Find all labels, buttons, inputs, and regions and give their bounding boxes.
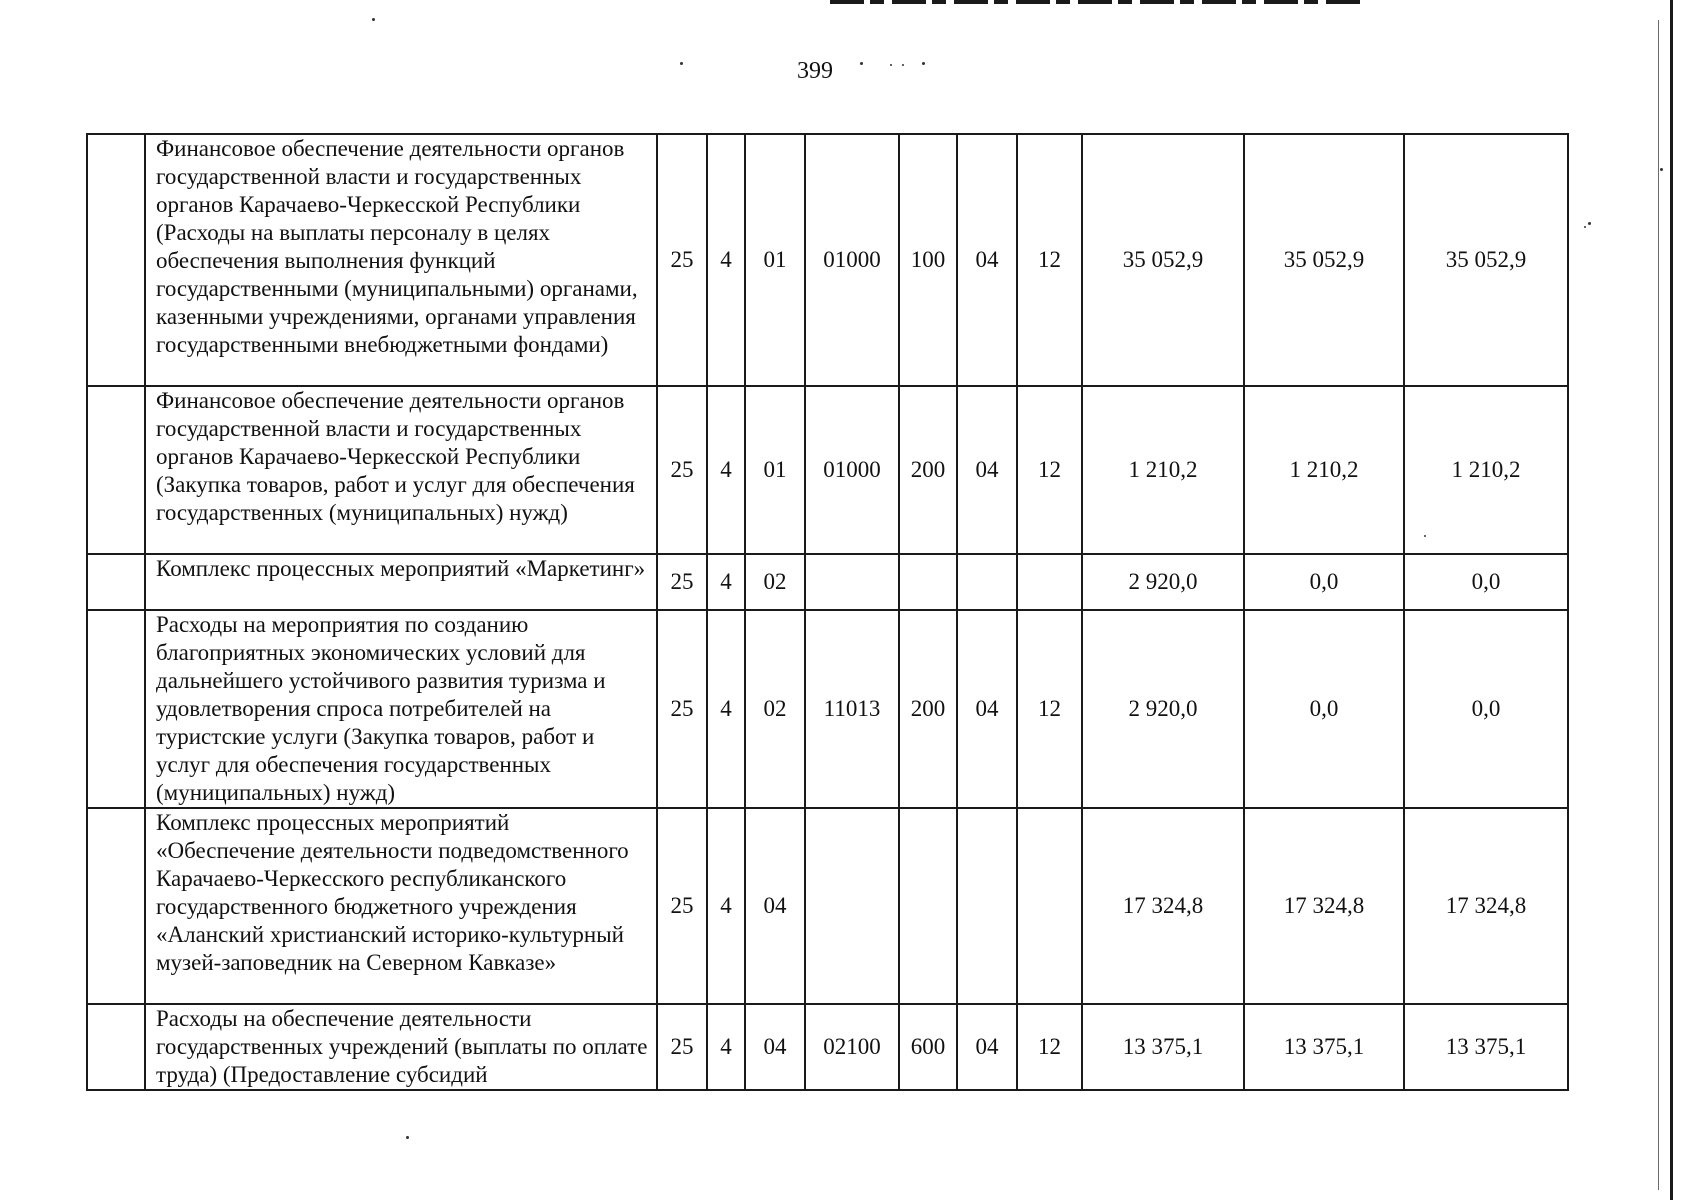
row-name-cell: Комплекс процессных мероприятий «Обеспечение деятельности подведомственного Карачаево-Черкесского республиканского государственного бюджетного учреждения «Аланский христианский историко-культурный музей-заповедник на Северном Кавказе» bbox=[145, 808, 657, 1004]
direction-code-cell bbox=[805, 554, 899, 610]
subsection-code-cell: 12 bbox=[1017, 134, 1082, 386]
table-row bbox=[87, 610, 1568, 808]
section-code-cell bbox=[957, 808, 1017, 1004]
section-code-cell: 04 bbox=[957, 1004, 1017, 1090]
amount-year3-cell: 35 052,9 bbox=[1404, 134, 1568, 386]
amount-year1-cell: 35 052,9 bbox=[1082, 134, 1244, 386]
top-edge-rule bbox=[830, 0, 1360, 4]
scan-speck bbox=[902, 64, 904, 66]
section-code-cell: 04 bbox=[957, 610, 1017, 808]
scan-right-border bbox=[1670, 0, 1673, 1200]
program-code-cell: 4 bbox=[707, 1004, 745, 1090]
section-code-cell: 04 bbox=[957, 134, 1017, 386]
scan-speck bbox=[860, 62, 863, 65]
row-number-cell bbox=[87, 134, 145, 386]
amount-year1-cell: 2 920,0 bbox=[1082, 610, 1244, 808]
row-name-cell: Финансовое обеспечение деятельности органов государственной власти и государственных органов Карачаево-Черкесской Республики (Расходы на выплаты персоналу в целях обеспечения выполнения функций государственными (муниципальными) органами, казенными учреждениями, органами управления государственными внебюджетными фондами) bbox=[145, 134, 657, 386]
expense-type-cell: 200 bbox=[899, 386, 957, 554]
expense-type-cell bbox=[899, 554, 957, 610]
amount-year1-cell: 13 375,1 bbox=[1082, 1004, 1244, 1090]
ministry-code-cell: 25 bbox=[657, 554, 707, 610]
expense-type-cell: 600 bbox=[899, 1004, 957, 1090]
page-number: 399 bbox=[797, 58, 833, 84]
program-code-cell: 4 bbox=[707, 610, 745, 808]
amount-year3-cell: 0,0 bbox=[1404, 610, 1568, 808]
scan-speck bbox=[680, 62, 683, 65]
section-code-cell: 04 bbox=[957, 386, 1017, 554]
subprogram-code-cell: 01 bbox=[745, 386, 805, 554]
amount-year2-cell: 35 052,9 bbox=[1244, 134, 1404, 386]
ministry-code-cell: 25 bbox=[657, 386, 707, 554]
amount-year1-cell: 2 920,0 bbox=[1082, 554, 1244, 610]
amount-year1-cell: 17 324,8 bbox=[1082, 808, 1244, 1004]
table-row bbox=[87, 554, 1568, 610]
amount-year2-cell: 0,0 bbox=[1244, 554, 1404, 610]
row-number-cell bbox=[87, 1004, 145, 1090]
program-code-cell: 4 bbox=[707, 134, 745, 386]
row-number-cell bbox=[87, 610, 145, 808]
direction-code-cell bbox=[805, 808, 899, 1004]
table-row bbox=[87, 808, 1568, 1004]
subprogram-code-cell: 04 bbox=[745, 808, 805, 1004]
table-row bbox=[87, 1004, 1568, 1090]
program-code-cell: 4 bbox=[707, 386, 745, 554]
table-row bbox=[87, 386, 1568, 554]
subprogram-code-cell: 02 bbox=[745, 554, 805, 610]
expense-type-cell: 100 bbox=[899, 134, 957, 386]
program-code-cell: 4 bbox=[707, 554, 745, 610]
budget-table bbox=[86, 133, 1569, 1091]
expense-type-cell: 200 bbox=[899, 610, 957, 808]
amount-year2-cell: 17 324,8 bbox=[1244, 808, 1404, 1004]
amount-year3-cell: 0,0 bbox=[1404, 554, 1568, 610]
subprogram-code-cell: 04 bbox=[745, 1004, 805, 1090]
row-name-cell: Расходы на мероприятия по созданию благоприятных экономических условий для дальнейшего устойчивого развития туризма и удовлетворения спроса потребителей на туристские услуги (Закупка товаров, работ и услуг для обеспечения государственных (муниципальных) нужд) bbox=[145, 610, 657, 808]
direction-code-cell: 01000 bbox=[805, 134, 899, 386]
row-name-cell: Комплекс процессных мероприятий «Маркетинг» bbox=[145, 554, 657, 610]
subsection-code-cell: 12 bbox=[1017, 386, 1082, 554]
subsection-code-cell: 12 bbox=[1017, 610, 1082, 808]
scan-speck bbox=[406, 1136, 409, 1139]
scan-speck bbox=[922, 62, 925, 65]
row-number-cell bbox=[87, 808, 145, 1004]
row-number-cell bbox=[87, 386, 145, 554]
amount-year1-cell: 1 210,2 bbox=[1082, 386, 1244, 554]
program-code-cell: 4 bbox=[707, 808, 745, 1004]
ministry-code-cell: 25 bbox=[657, 610, 707, 808]
direction-code-cell: 02100 bbox=[805, 1004, 899, 1090]
direction-code-cell: 01000 bbox=[805, 386, 899, 554]
amount-year2-cell: 1 210,2 bbox=[1244, 386, 1404, 554]
subsection-code-cell bbox=[1017, 808, 1082, 1004]
scan-speck bbox=[890, 64, 892, 66]
amount-year3-cell: 17 324,8 bbox=[1404, 808, 1568, 1004]
subprogram-code-cell: 02 bbox=[745, 610, 805, 808]
section-code-cell bbox=[957, 554, 1017, 610]
subsection-code-cell bbox=[1017, 554, 1082, 610]
row-name-cell: Финансовое обеспечение деятельности органов государственной власти и государственных органов Карачаево-Черкесской Республики (Закупка товаров, работ и услуг для обеспечения государственных (муниципальных) нужд) bbox=[145, 386, 657, 554]
expense-type-cell bbox=[899, 808, 957, 1004]
amount-year2-cell: 0,0 bbox=[1244, 610, 1404, 808]
amount-year2-cell: 13 375,1 bbox=[1244, 1004, 1404, 1090]
table-row bbox=[87, 134, 1568, 386]
amount-year3-cell: 1 210,2 bbox=[1404, 386, 1568, 554]
scan-right-border-faint bbox=[1658, 20, 1659, 1190]
subsection-code-cell: 12 bbox=[1017, 1004, 1082, 1090]
scan-speck bbox=[372, 18, 375, 21]
scan-speck bbox=[1584, 226, 1586, 228]
ministry-code-cell: 25 bbox=[657, 134, 707, 386]
scan-speck bbox=[1588, 222, 1591, 225]
scan-speck bbox=[1660, 168, 1663, 171]
row-name-cell: Расходы на обеспечение деятельности государственных учреждений (выплаты по оплате труда) (Предоставление субсидий bbox=[145, 1004, 657, 1090]
ministry-code-cell: 25 bbox=[657, 808, 707, 1004]
ministry-code-cell: 25 bbox=[657, 1004, 707, 1090]
row-number-cell bbox=[87, 554, 145, 610]
subprogram-code-cell: 01 bbox=[745, 134, 805, 386]
amount-year3-cell: 13 375,1 bbox=[1404, 1004, 1568, 1090]
direction-code-cell: 11013 bbox=[805, 610, 899, 808]
